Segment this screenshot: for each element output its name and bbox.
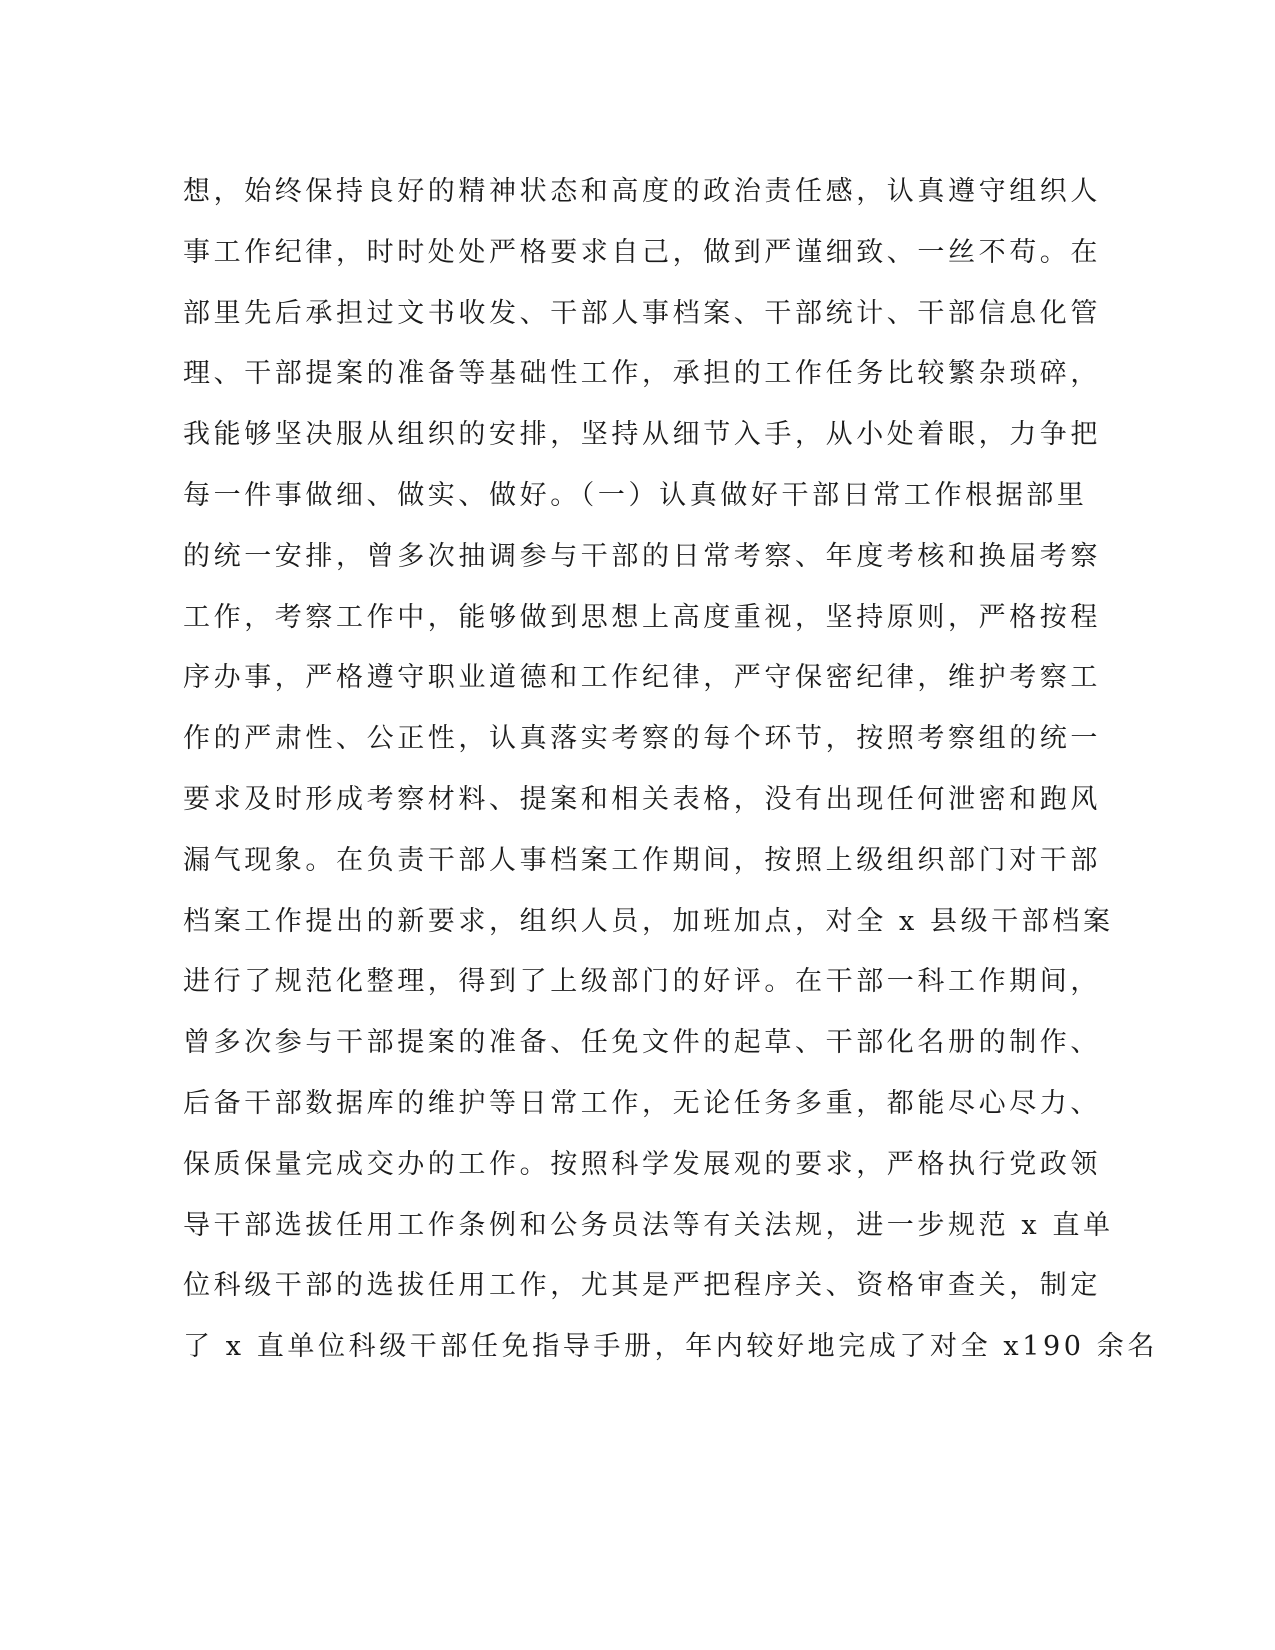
text-line: 部里先后承担过文书收发、干部人事档案、干部统计、干部信息化管	[183, 297, 1101, 329]
text-line: 漏气现象。在负责干部人事档案工作期间，按照上级组织部门对干部	[183, 844, 1101, 876]
text-line: 进行了规范化整理，得到了上级部门的好评。在干部一科工作期间，	[183, 966, 1101, 998]
text-line: 作的严肃性、公正性，认真落实考察的每个环节，按照考察组的统一	[183, 723, 1101, 755]
text-line: 保质保量完成交办的工作。按照科学发展观的要求，严格执行党政领	[183, 1148, 1101, 1180]
text-line: 每一件事做细、做实、做好。（一）认真做好干部日常工作根据部里	[183, 479, 1088, 511]
text-line: 后备干部数据库的维护等日常工作，无论任务多重，都能尽心尽力、	[183, 1087, 1101, 1119]
text-line: 我能够坚决服从组织的安排，坚持从细节入手，从小处着眼，力争把	[183, 419, 1101, 451]
text-line: 曾多次参与干部提案的准备、任免文件的起草、干部化名册的制作、	[183, 1027, 1101, 1059]
text-line: 序办事，严格遵守职业道德和工作纪律，严守保密纪律，维护考察工	[183, 662, 1101, 694]
text-line: 事工作纪律，时时处处严格要求自己，做到严谨细致、一丝不苟。在	[183, 236, 1101, 268]
text-line: 的统一安排，曾多次抽调参与干部的日常考察、年度考核和换届考察	[183, 540, 1101, 572]
text-line: 想，始终保持良好的精神状态和高度的政治责任感，认真遵守组织人	[183, 176, 1101, 207]
text-line: 导干部选拔任用工作条例和公务员法等有关法规，进一步规范 x 直单	[183, 1209, 1114, 1241]
text-line: 位科级干部的选拔任用工作，尤其是严把程序关、资格审查关，制定	[183, 1270, 1101, 1302]
text-line: 理、干部提案的准备等基础性工作，承担的工作任务比较繁杂琐碎，	[183, 358, 1101, 390]
body-text	[183, 162, 1158, 1378]
text-line: 要求及时形成考察材料、提案和相关表格，没有出现任何泄密和跑风	[183, 783, 1101, 815]
text-line: 档案工作提出的新要求，组织人员，加班加点，对全 x 县级干部档案	[183, 905, 1114, 937]
text-line: 工作，考察工作中，能够做到思想上高度重视，坚持原则，严格按程	[183, 601, 1101, 633]
text-line: 了 x 直单位科级干部任免指导手册，年内较好地完成了对全 x190 余名	[183, 1331, 1158, 1363]
